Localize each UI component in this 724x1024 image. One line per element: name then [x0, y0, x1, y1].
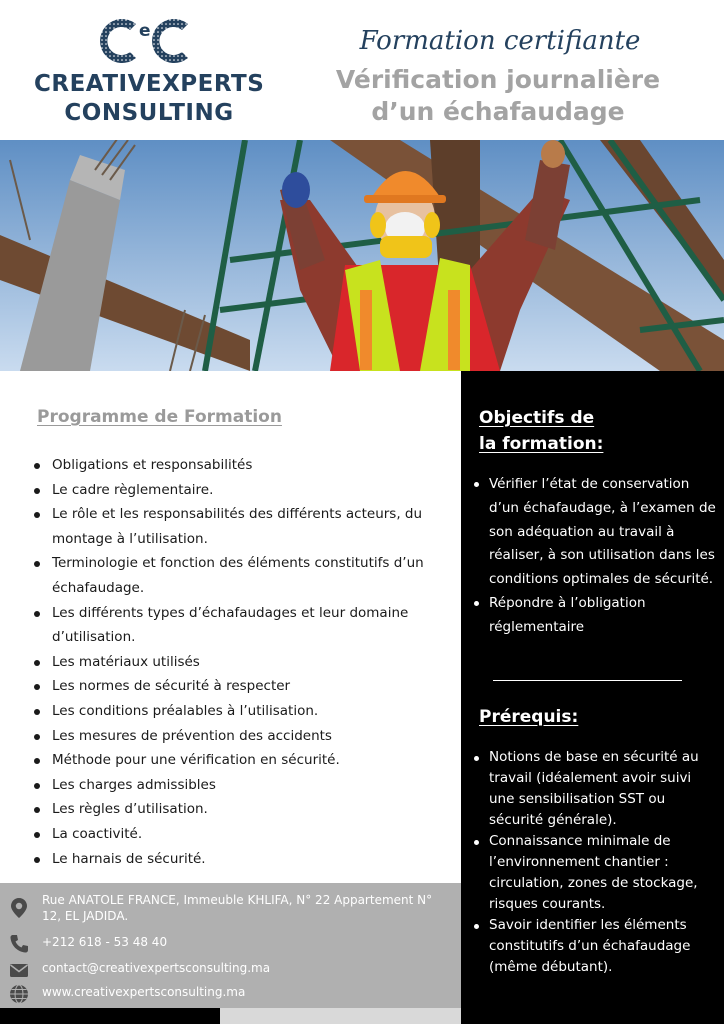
map-pin-icon — [8, 897, 30, 919]
list-item: Obligations et responsabilités — [30, 453, 445, 478]
header — [0, 0, 724, 140]
bottom-strip-accent — [220, 1008, 461, 1024]
list-item: Répondre à l’obligation réglementaire — [471, 592, 719, 640]
list-item: Le cadre règlementaire. — [30, 478, 445, 503]
list-item: Le harnais de sécurité. — [30, 847, 445, 872]
list-item: Les matériaux utilisés — [30, 650, 445, 675]
objectives-panel — [461, 371, 724, 1024]
hero-photo — [0, 140, 724, 371]
list-item: Les mesures de prévention des accidents — [30, 724, 445, 749]
page-title-line2: d’un échafaudage — [371, 97, 625, 126]
list-item: Les charges admissibles — [30, 773, 445, 798]
page-title-line1: Vérification journalière — [335, 65, 661, 94]
prerequisites-list — [471, 747, 719, 978]
list-item: Connaissance minimale de l’environnement chantier : circulation, zones de stockage, risques courants. — [471, 831, 719, 915]
objectives-title — [479, 405, 603, 457]
list-item: Vérifier l’état de conservation d’un échafaudage, à l’examen de son adéquation au travail à réaliser, à son utilisation dans les conditions optimales de sécurité. — [471, 473, 719, 592]
list-item: Terminologie et fonction des éléments constitutifs d’un échafaudage. — [30, 551, 445, 600]
logo-text-line1: CREATIVEXPERTS — [34, 71, 265, 97]
objectives-list — [471, 473, 719, 640]
contact-phone: +212 618 - 53 48 40 — [42, 935, 168, 949]
list-item: Les règles d’utilisation. — [30, 797, 445, 822]
list-item: Savoir identifier les éléments constitutifs d’un échafaudage (même débutant). — [471, 915, 719, 978]
contact-bar — [0, 883, 461, 1008]
list-item: Méthode pour une vérification en sécurité. — [30, 748, 445, 773]
programme-list — [30, 453, 445, 871]
list-item: Le rôle et les responsabilités des différents acteurs, du montage à l’utilisation. — [30, 502, 445, 551]
divider — [493, 680, 682, 681]
list-item: Les normes de sécurité à respecter — [30, 674, 445, 699]
programme-section — [0, 371, 461, 883]
contact-website[interactable]: www.creativexpertsconsulting.ma — [42, 985, 246, 999]
objectives-title-line2: la formation: — [479, 434, 604, 454]
scaffold-worker-illustration — [0, 140, 724, 371]
envelope-icon — [8, 959, 30, 981]
svg-text:e: e — [139, 21, 151, 41]
list-item: Notions de base en sécurité au travail (idéalement avoir suivi une sensibilisation SST ou sécurité générale). — [471, 747, 719, 831]
logo-text-line2: CONSULTING — [64, 100, 234, 126]
list-item: Les différents types d’échafaudages et leur domaine d’utilisation. — [30, 601, 445, 650]
globe-icon — [8, 983, 30, 1005]
list-item: Les conditions préalables à l’utilisation. — [30, 699, 445, 724]
contact-address: Rue ANATOLE FRANCE, Immeuble KHLIFA, N° 22 Appartement N° 12, EL JADIDA. — [42, 893, 433, 923]
contact-email[interactable]: contact@creativexpertsconsulting.ma — [42, 961, 271, 975]
logo-mark-icon — [96, 14, 196, 68]
page-title — [318, 64, 678, 128]
programme-title: Programme de Formation — [37, 407, 282, 427]
script-title: Formation certifiante — [359, 26, 641, 56]
objectives-title-line1: Objectifs de — [479, 408, 595, 428]
list-item: La coactivité. — [30, 822, 445, 847]
prerequisites-title: Prérequis: — [479, 707, 579, 727]
phone-icon — [8, 933, 30, 955]
